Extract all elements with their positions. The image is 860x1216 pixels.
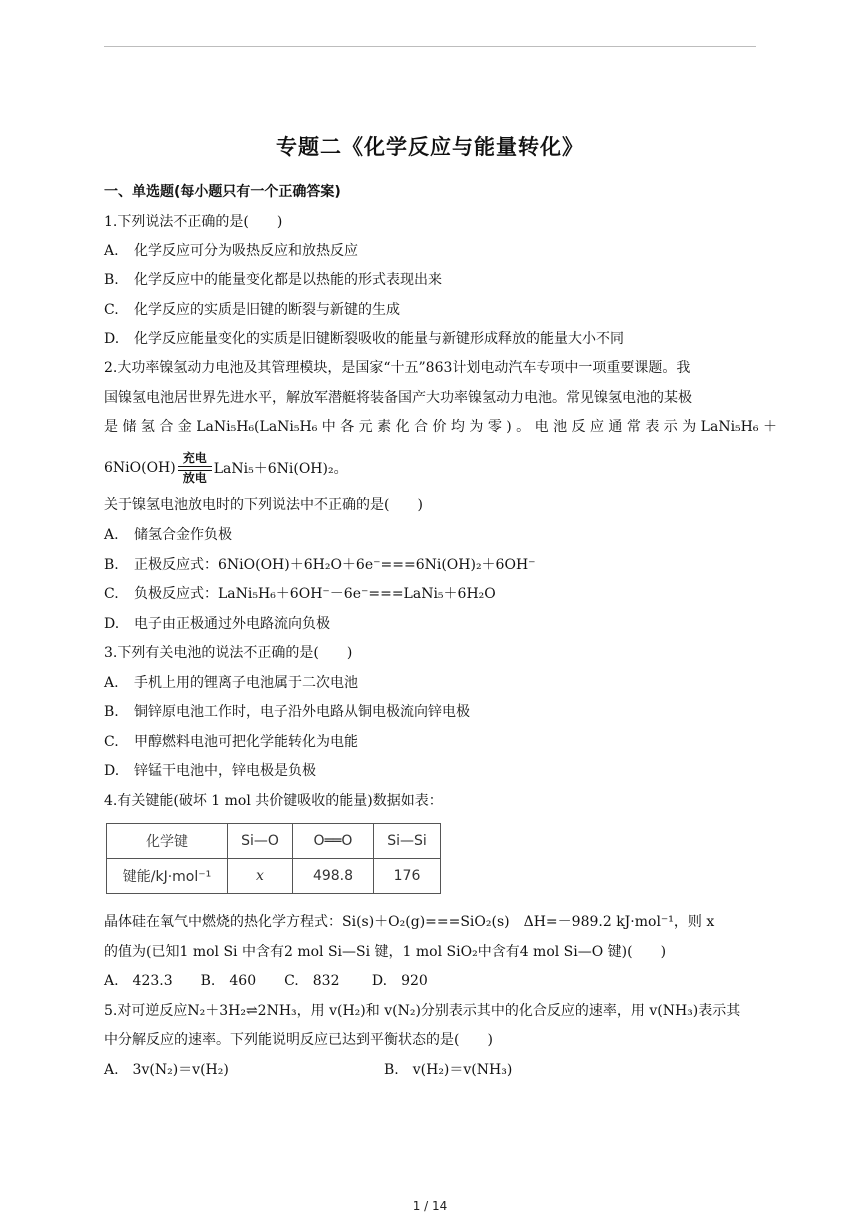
table-cell: 化学键 xyxy=(107,824,228,859)
question-3-stem: 3.下列有关电池的说法不正确的是( ) xyxy=(104,645,353,661)
question-2-stem-line1: 2.大功率镍氢动力电池及其管理模块，是国家“十五”863计划电动汽车专项中一项重要课题。我 xyxy=(104,360,691,376)
question-4-stem-line3: 的值为(已知1 mol Si 中含有2 mol Si—Si 键，1 mol SiO₂中含有4 mol Si—O 键)( ) xyxy=(104,944,667,960)
page-title: 专题二《化学反应与能量转化》 xyxy=(276,135,584,159)
question-4-stem: 4.有关键能(破坏 1 mol 共价键吸收的能量)数据如表： xyxy=(104,793,443,809)
question-1-stem: 1.下列说法不正确的是( ) xyxy=(104,214,283,230)
question-2-stem-line5: 关于镍氢电池放电时的下列说法中不正确的是( ) xyxy=(104,497,423,513)
q3-option-c: C. 甲醇燃料电池可把化学能转化为电能 xyxy=(104,734,358,750)
q2-option-b: B. 正极反应式：6NiO(OH)＋6H₂O＋6e⁻===6Ni(OH)₂＋6OH⁻ xyxy=(104,557,536,573)
table-cell: Si—Si xyxy=(374,824,441,859)
section-heading: 一、单选题(每小题只有一个正确答案) xyxy=(104,184,341,200)
q5-option-b: B. v(H₂)＝v(NH₃) xyxy=(384,1062,513,1078)
q5-option-a: A. 3v(N₂)＝v(H₂) xyxy=(104,1062,229,1078)
q2-option-c: C. 负极反应式：LaNi₅H₆＋6OH⁻－6e⁻===LaNi₅＋6H₂O xyxy=(104,586,496,602)
reversible-arrow-icon xyxy=(178,452,212,485)
table-cell: 498.8 xyxy=(293,859,374,894)
q2-option-d: D. 电子由正极通过外电路流向负极 xyxy=(104,616,330,632)
formula-left: 6NiO(OH) xyxy=(104,460,176,476)
bond-energy-table xyxy=(106,823,441,894)
q3-option-b: B. 铜锌原电池工作时，电子沿外电路从铜电极流向锌电极 xyxy=(104,704,470,720)
question-5-stem-line1: 5.对可逆反应N₂＋3H₂⇌2NH₃，用 v(H₂)和 v(N₂)分别表示其中的化合反应的速率，用 v(NH₃)表示其 xyxy=(104,1003,741,1019)
q1-option-c: C. 化学反应的实质是旧键的断裂与新键的生成 xyxy=(104,302,400,318)
arrow-label-charge: 充电 xyxy=(182,450,207,465)
q3-option-a: A. 手机上用的锂离子电池属于二次电池 xyxy=(104,675,358,691)
question-4-stem-line2: 晶体硅在氧气中燃烧的热化学方程式：Si(s)＋O₂(g)===SiO₂(s) ΔH=－989.2 kJ·mol⁻¹，则 x xyxy=(104,914,715,930)
question-2-stem-line3: 是 储 氢 合 金 LaNi₅H₆(LaNi₅H₆ 中 各 元 素 化 合 价 均 为 零 ) 。 电 池 反 应 通 常 表 示 为 LaNi₅H₆ ＋ xyxy=(104,419,777,435)
page-number: 1 / 14 xyxy=(412,1199,448,1213)
question-2-stem-line2: 国镍氢电池居世界先进水平，解放军潜艇将装备国产大功率镍氢动力电池。常见镍氢电池的某极 xyxy=(104,390,692,406)
table-cell: O══O xyxy=(293,824,374,859)
arrow-label-discharge: 放电 xyxy=(182,470,207,485)
q1-option-b: B. 化学反应中的能量变化都是以热能的形式表现出来 xyxy=(104,272,442,288)
table-cell: x xyxy=(228,859,293,894)
q2-option-a: A. 储氢合金作负极 xyxy=(104,527,232,543)
table-cell: 键能/kJ·mol⁻¹ xyxy=(107,859,228,894)
q1-option-d: D. 化学反应能量变化的实质是旧键断裂吸收的能量与新键形成释放的能量大小不同 xyxy=(104,331,624,347)
table-row xyxy=(107,859,441,894)
header-rule xyxy=(104,46,756,47)
table-cell: 176 xyxy=(374,859,441,894)
battery-reaction-equation xyxy=(104,448,348,488)
formula-right: LaNi₅＋6Ni(OH)₂。 xyxy=(213,461,348,477)
q1-option-a: A. 化学反应可分为吸热反应和放热反应 xyxy=(104,243,358,259)
q3-option-d: D. 锌锰干电池中，锌电极是负极 xyxy=(104,763,316,779)
table-row xyxy=(107,824,441,859)
table-cell: Si—O xyxy=(228,824,293,859)
question-5-stem-line2: 中分解反应的速率。下列能说明反应已达到平衡状态的是( ) xyxy=(104,1032,493,1048)
q4-options: A. 423.3 B. 460 C. 832 D. 920 xyxy=(104,973,428,989)
